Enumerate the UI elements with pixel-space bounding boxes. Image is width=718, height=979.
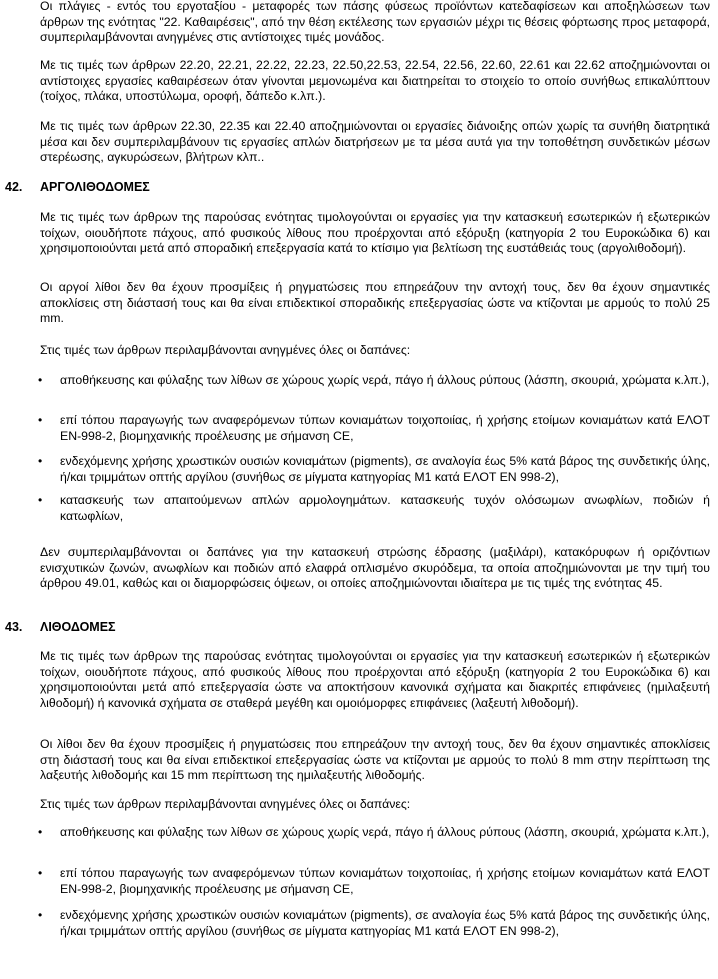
bullet-icon: • [38,493,43,507]
section-43-bullet-2: • επί τόπου παραγωγής των αναφερόμενων τύπων κονιαμάτων τοιχοποιίας, ή χρήσης ετοίμων κονιαμάτων κατά ΕΛΟΤ ΕΝ-998-2, βιομηχανικής προέλευσης με σήμανση CE, [38,866,710,896]
section-42-paragraph-3: Στις τιμές των άρθρων περιλαμβάνονται ανηγμένες όλες οι δαπάνες: [40,343,411,357]
section-42-bullet-1: • αποθήκευσης και φύλαξης των λίθων σε χώρους χωρίς νερά, πάγο ή άλλους ρύπους (λάσπη, σκουριά, χρώματα κ.λπ.), [38,373,710,387]
section-42-title: ΑΡΓΟΛΙΘΟΔΟΜΕΣ [40,180,150,194]
section-42-number: 42. [5,180,23,194]
section-43-title: ΛΙΘΟΔΟΜΕΣ [40,620,116,634]
section-43-number: 43. [5,620,23,634]
bullet-icon: • [38,825,43,839]
paragraph-demolition-articles: Με τις τιμές των άρθρων 22.20, 22.21, 22.22, 22.23, 22.50,22.53, 22.54, 22.56, 22.60, 22.61 και 22.62 αποζημιώνονται οι αντίστοιχες εργασίες καθαιρέσεων όταν γίνονται μεμονωμένα και διατηρείται το στοιχείο το οποίο συνήθως επικαλύπτουν (τοίχος, πλάκα, υποστύλωμα, οροφή, δάπεδο κ.λπ.). [40,58,710,104]
paragraph-transport: Οι πλάγιες - εντός του εργοταξίου - μεταφορές των πάσης φύσεως προϊόντων κατεδαφίσεων και αποξηλώσεων των άρθρων της ενότητας "22. Καθαιρέσεις", από την θέση εκτέλεσης των εργασιών μέχρι τις θέσεις φόρτωσης προς μεταφορά, συμπεριλαμβάνονται ανηγμένες στις αντίστοιχες τιμές μονάδος. [40,0,710,45]
section-42-bullet-3: • ενδεχόμενης χρήσης χρωστικών ουσιών κονιαμάτων (pigments), σε αναλογία έως 5% κατά βάρος της συνδετικής ύλης, ή/και τριμμάτων οπτής αργίλου (συνήθως σε μίγματα κατηγορίας Μ1 κατά ΕΛΟΤ ΕΝ 998-2), [38,454,710,484]
section-42-heading [5,180,150,195]
bullet-icon: • [38,454,43,468]
bullet-icon: • [38,413,43,427]
section-42-paragraph-2: Οι αργοί λίθοι δεν θα έχουν προσμίξεις ή ρηγματώσεις που επηρεάζουν την αντοχή τους, δεν θα έχουν σημαντικές αποκλίσεις στη διάστασή τους και θα είναι επιδεκτικοί σποραδικής επεξεργασίας ώστε να κτίζονται με αρμούς το πολύ 25 mm. [40,280,710,326]
section-43-heading [5,620,116,635]
bullet-icon: • [38,908,43,922]
paragraph-openings: Με τις τιμές των άρθρων 22.30, 22.35 και 22.40 αποζημιώνονται οι εργασίες διάνοιξης οπών χωρίς τα συνήθη διατρητικά μέσα και δεν συμπεριλαμβάνουν τις εργασίες απλών διατρήσεων με τα μέσα αυτά για την τοποθέτηση συνδετικών μέσων στερέωσης, αγκυρώσεων, βλήτρων κλπ.. [40,119,710,165]
section-42-bullet-2: • επί τόπου παραγωγής των αναφερόμενων τύπων κονιαμάτων τοιχοποιίας, ή χρήσης ετοίμων κονιαμάτων κατά ΕΛΟΤ ΕΝ-998-2, βιομηχανικής προέλευσης με σήμανση CE, [38,413,710,443]
section-43-paragraph-2: Οι λίθοι δεν θα έχουν προσμίξεις ή ρηγματώσεις που επηρεάζουν την αντοχή τους, δεν θα έχουν σημαντικές αποκλίσεις στη διάστασή τους και θα είναι επιδεκτικοί επεξεργασίας ώστε να κτίζονται με αρμούς το πολύ 8 mm στην περίπτωση της λαξευτής λιθοδομής και 15 mm περίπτωση της ημιλαξευτής λιθοδομής. [40,737,710,783]
section-43-bullet-3: • ενδεχόμενης χρήσης χρωστικών ουσιών κονιαμάτων (pigments), σε αναλογία έως 5% κατά βάρος της συνδετικής ύλης, ή/και τριμμάτων οπτής αργίλου (συνήθως σε μίγματα κατηγορίας Μ1 κατά ΕΛΟΤ ΕΝ 998-2), [38,908,710,938]
section-43-paragraph-3: Στις τιμές των άρθρων περιλαμβάνονται ανηγμένες όλες οι δαπάνες: [40,797,411,811]
bullet-icon: • [38,373,43,387]
bullet-icon: • [38,866,43,880]
section-42-bullet-4: • κατασκευής των απαιτούμενων απλών αρμολογημάτων. κατασκευής τυχόν ολόσωμων ανωφλίων, ποδιών ή κατωφλίων, [38,493,710,523]
section-42-paragraph-1: Με τις τιμές των άρθρων της παρούσας ενότητας τιμολογούνται οι εργασίες για την κατασκευή εσωτερικών ή εξωτερικών τοίχων, οιουδήποτε πάχους, από φυσικούς λίθους που προέρχονται από εξόρυξη (κατηγορία 2 του Ευροκώδικα 6) και χρησιμοποιούνται μετά από σποραδική επεξεργασία κατά το κτίσιμο για βελτίωση της ευστάθειάς τους (αργολιθοδομή). [40,210,710,256]
section-43-paragraph-1: Με τις τιμές των άρθρων της παρούσας ενότητας τιμολογούνται οι εργασίες για την κατασκευή εσωτερικών ή εξωτερικών τοίχων, οιουδήποτε πάχους, από φυσικούς λίθους που προέρχονται από εξόρυξη (κατηγορία 2 του Ευροκώδικα 6) και χρησιμοποιούνται μετά από επεξεργασία ώστε να αποκτήσουν κανονικά σχήματα και διακριτές επιφάνειες (ημιλαξευτή λιθοδομή) ή κανονικά σχήματα σε σταθερά μεγέθη και ομοιόμορφες επιφάνειες (λαξευτή λιθοδομή). [40,649,710,711]
section-43-bullet-1: • αποθήκευσης και φύλαξης των λίθων σε χώρους χωρίς νερά, πάγο ή άλλους ρύπους (λάσπη, σκουριά, χρώματα κ.λπ.), [38,825,710,839]
section-42-paragraph-4: Δεν συμπεριλαμβάνονται οι δαπάνες για την κατασκευή στρώσης έδρασης (μαξιλάρι), κατακόρυφων ή οριζόντιων ενισχυτικών ζωνών, ανωφλίων και ποδιών από ελαφρά οπλισμένο σκυρόδεμα, τα οποία αποζημιώνονται με την τιμή του άρθρου 49.01, καθώς και οι διαμορφώσεις όψεων, οι οποίες αποζημιώνονται ιδιαίτερα με τις τιμές της ενότητας 45. [40,545,710,591]
